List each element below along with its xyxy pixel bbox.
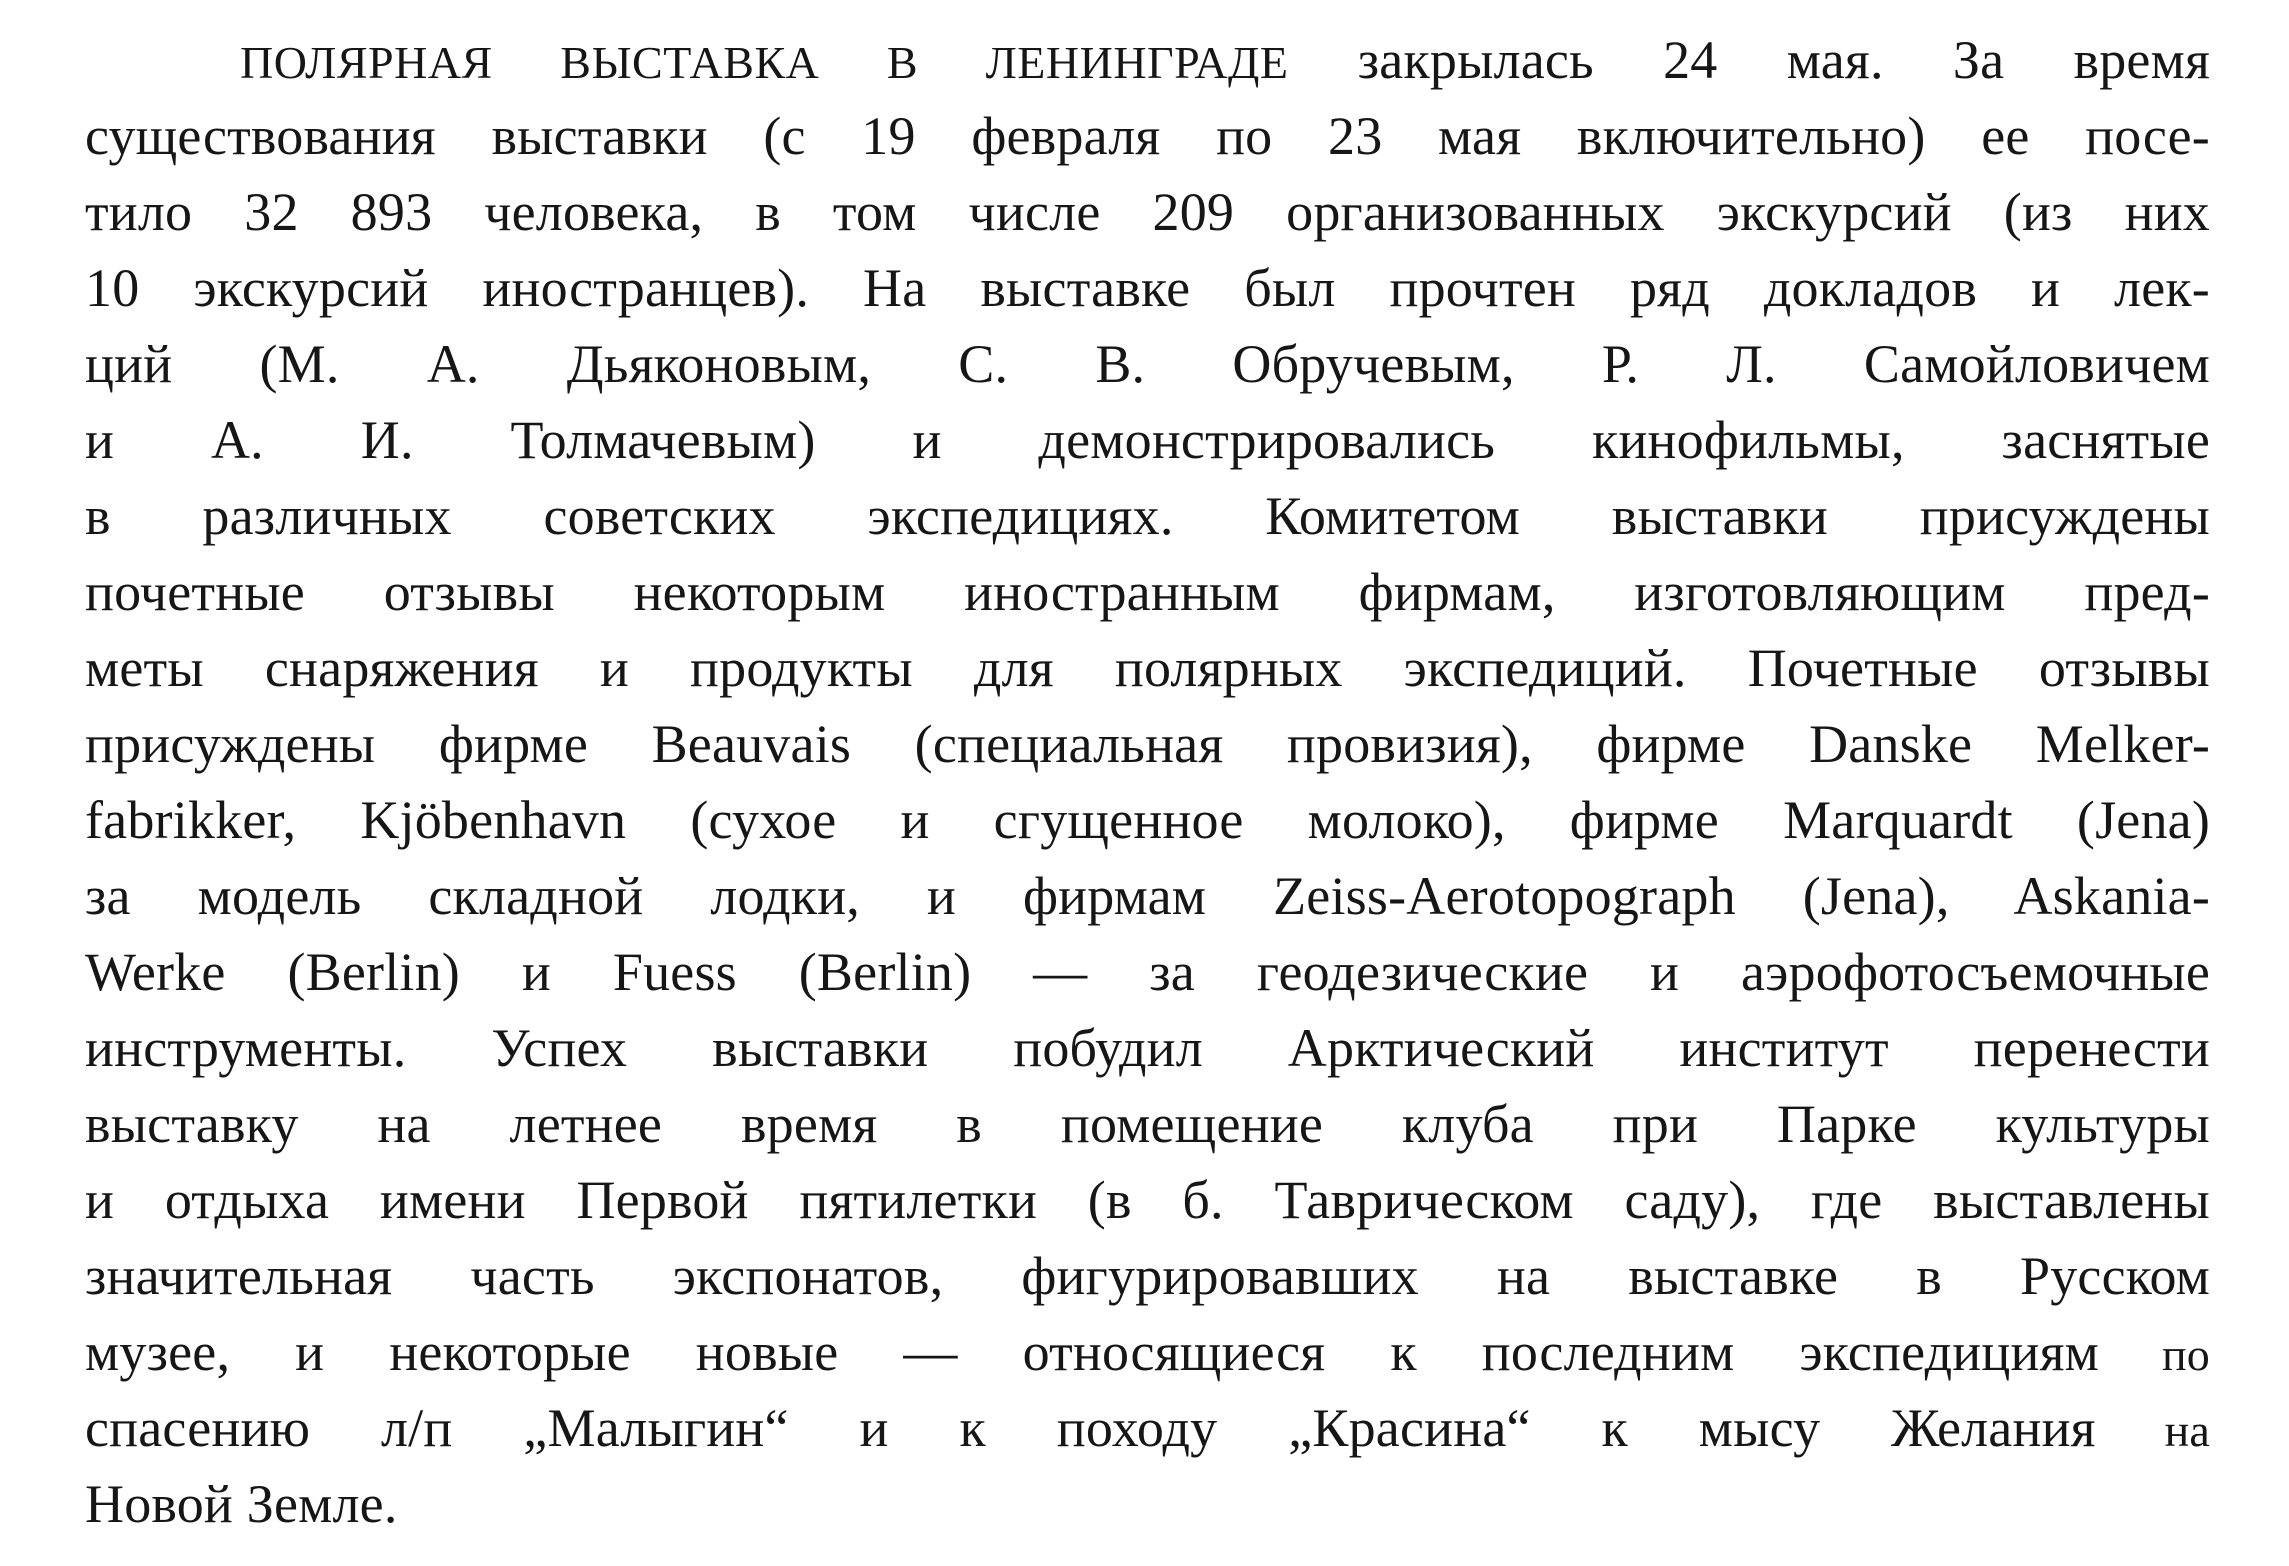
paragraph-line: тило 32 893 человека, в том числе 209 организованных экскурсий (из них (85, 182, 2210, 242)
paragraph-line (85, 1390, 2210, 1466)
paragraph-line: присуждены фирме Beauvais (специальная провизия), фирме Danske Melker- (85, 714, 2210, 774)
line-tail: на (2095, 1405, 2210, 1456)
paragraph-line: 10 экскурсий иностранцев). На выставке был прочтен ряд докладов и лек- (85, 258, 2210, 318)
line-text: закрылась 24 мая. За время (1288, 30, 2210, 90)
paragraph-line: ций (М. А. Дьяконовым, С. В. Обручевым, Р. Л. Самойловичем (85, 334, 2210, 394)
paragraph-line: почетные отзывы некоторым иностранным фирмам, изготовляющим пред- (85, 562, 2210, 622)
paragraph-line: Werke (Berlin) и Fuess (Berlin) — за геодезические и аэрофотосъемочные (85, 942, 2210, 1002)
paragraph-line: выставку на летнее время в помещение клуба при Парке культуры (85, 1094, 2210, 1154)
paragraph-line (85, 1314, 2210, 1390)
line-tail: по (2098, 1329, 2210, 1380)
section-heading: ПОЛЯРНАЯ ВЫСТАВКА В ЛЕНИНГРАДЕ (240, 37, 1289, 88)
paragraph-line: существования выставки (с 19 февраля по 23 мая включительно) ее посе- (85, 106, 2210, 166)
paragraph-line: инструменты. Успех выставки побудил Арктический институт перенести (85, 1018, 2210, 1078)
document-page (85, 22, 2210, 1542)
paragraph-line: fabrikker, Kjöbenhavn (сухое и сгущенное молоко), фирме Marquardt (Jena) (85, 790, 2210, 850)
paragraph-line: значительная часть экспонатов, фигурировавших на выставке в Русском (85, 1246, 2210, 1306)
paragraph-line: и А. И. Толмачевым) и демонстрировались кинофильмы, заснятые (85, 410, 2210, 470)
paragraph-line: Новой Земле. (85, 1474, 398, 1534)
line-text: музее, и некоторые новые — относящиеся к последним экспедициям (85, 1322, 2099, 1382)
paragraph-line: за модель складной лодки, и фирмам Zeiss-Aerotopograph (Jena), Askania- (85, 866, 2210, 926)
paragraph-line: и отдыха имени Первой пятилетки (в б. Таврическом саду), где выставлены (85, 1170, 2210, 1230)
line-text: спасению л/п „Малыгин“ и к походу „Красина“ к мысу Желания (85, 1398, 2096, 1458)
paragraph-line: в различных советских экспедициях. Комитетом выставки присуждены (85, 486, 2210, 546)
paragraph-line (240, 22, 2210, 98)
paragraph-line: меты снаряжения и продукты для полярных экспедиций. Почетные отзывы (85, 638, 2210, 698)
